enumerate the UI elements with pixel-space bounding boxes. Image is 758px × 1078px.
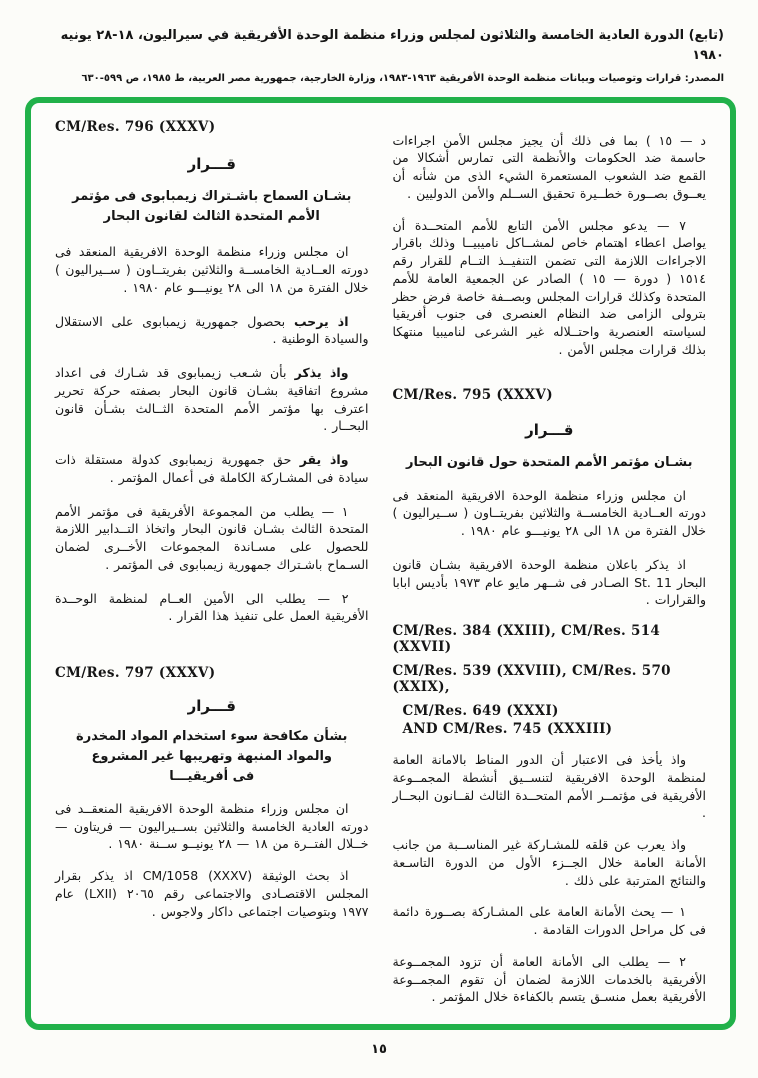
page-number: ١٥	[371, 1042, 387, 1057]
paragraph-opening: ان مجلس وزراء منظمة الوحدة الافريقية المنعقد فى دورته العــادية الخامســة والثلاثين بفريتــاون ( ســيراليون ) خلال الفترة من ١٨ الى ٢٨ يونيـــو عام ١٩٨٠ .	[55, 244, 369, 295]
paragraph-rest: بأن شـعب زيمبابوى قد شـارك فى اعداد مشروع اتفاقية بشـان قانون البحار بصفته حركة تحرير اعترف بها مؤتمر الأمم المتحدة الثــالث بشـأن قانون البحــار .	[55, 365, 369, 434]
right-column	[393, 119, 707, 1014]
reference-resolutions: CM/Res. 649 (XXXI)	[402, 703, 559, 720]
left-column	[55, 119, 369, 1014]
decree-heading: قـــرار	[525, 420, 574, 439]
reference-resolutions: AND CM/Res. 745 (XXXIII)	[402, 721, 613, 738]
resolution-subject: بشـان مؤتمر الأمم المتحدة حول قانون البحار	[405, 454, 693, 470]
reference-resolutions: CM/Res. 539 (XXVIII), CM/Res. 570 (XXIX),	[392, 663, 671, 696]
paragraph-continuation: د — ١٥ ) بما فى ذلك أن يجيز مجلس الأمن اجراءات حاسمة ضد الحكومات والأنظمة التى تمارس أشكالا من القمع ضد الشعوب المستعمرة الشيء الذى من شأنه أن يعــوق بصــورة خطــيرة تحقيق الســلم والأمن الدوليين .	[392, 132, 706, 201]
content-frame	[25, 97, 736, 1030]
header-source-line: المصدر: قرارات وتوصيات وبيانات منظمة الوحدة الأفريقية ١٩٦٣-١٩٨٣، وزارة الخارجية، جمهورية مصر العربية، ط ١٩٨٥، ص ٥٩٩-٦٣٠	[81, 73, 724, 84]
decree-heading: قـــرار	[187, 155, 236, 173]
resolution-number: CM/Res. 797 (XXXV)	[55, 665, 216, 682]
paragraph-welcome	[55, 313, 369, 349]
resolution-subject: الأمم المتحدة الثالث لقانون البحار	[103, 209, 320, 225]
resolution-number: CM/Res. 796 (XXXV)	[55, 119, 216, 135]
paragraph-operative-1: ١ — يحث الأمانة العامة على المشـاركة بصــورة دائمة فى كل مراحل الدورات القادمة .	[392, 904, 706, 938]
paragraph-lead: واذ يذكر	[294, 365, 349, 381]
page-header	[0, 0, 758, 86]
paragraph-lead: اذ يرحب	[293, 313, 349, 329]
paragraph-affirming	[55, 451, 369, 487]
paragraph-opening: ان مجلس وزراء منظمة الوحدة الافريقية المنعقد فى دورته العــادية الخامســة والثلاثين بفريتــاون ( ســيراليون ) خلال الفترة من ١٨ الى ٢٨ يونيـــو عام ١٩٨٠ .	[392, 487, 706, 539]
paragraph-rest: بحصول جمهورية زيمبابوى على الاستقلال والسيادة الوطنية .	[55, 313, 369, 347]
paragraph-lead: واذ يقر	[299, 452, 349, 468]
resolution-subject: والمواد المنبهة وتهريبها غير المشروع	[91, 749, 333, 765]
paragraph-recalling: اذ يذكر باعلان منظمة الوحدة الافريقية بشـان قانون البحار St. 11 الصـادر فى شــهر مايو عام ١٩٧٣ بأديس ابابا والقرارات .	[392, 556, 706, 608]
paragraph-document-ref: اذ بحث الوثيقة CM/1058 (XXXV) اذ يذكر بقرار المجلس الاقتصـادى والاجتماعى رقم ٢٠٦٥ (LXII) عام ١٩٧٧ وبتوصيات اجتماعى داكار ولاجوس .	[55, 868, 369, 919]
paragraph-operative-2: ٢ — يطلب الى الأمين العــام لمنظمة الوحــدة الأفريقية العمل على تنفيذ هذا القرار .	[55, 590, 369, 624]
paragraph-opening: ان مجلس وزراء منظمة الوحدة الافريقية المنعقــد فى دورته العادية الخامسة والثلاثين بســيراليون — فريتاون — خــلال الفتــرة من ١٨ — ٢٨ يونيــو ســنة ١٩٨٠ .	[55, 800, 369, 852]
paragraph-rest: حق جمهورية زيمبابوى كدولة مستقلة ذات سيادة فى المشـاركة الكاملة فى أعمال المؤتمر .	[55, 452, 369, 485]
header-session-title: (تابع) الدورة العادية الخامسة والثلاثون لمجلس وزراء منظمة الوحدة الأفريقية في سيراليون، ١٨-٢٨ يونيه ١٩٨٠	[60, 28, 724, 63]
resolution-subject: بشـان السماح باشـتراك زيمبابوى فى مؤتمر	[72, 189, 352, 204]
paragraph-operative-2: ٢ — يطلب الى الأمانة العامة أن تزود المجمــوعة الأفريقية بالخدمات اللازمة لضمان أن تقوم المجمــوعة الأفريقية بعمل منسـق يتسم بالكفاءة خلال المؤتمر .	[392, 953, 706, 1005]
paragraph-operative-1: ١ — يطلب من المجموعة الأفريقية فى مؤتمر الأمم المتحدة الثالث بشـان قانون البحار واتخاذ التــدابير اللازمة للحصول على مسـاندة المجموعات الأخــرى لضمان السـماح باشـتراك جمهورية زيمبابوى فى المؤتمر .	[55, 503, 369, 572]
paragraph-considering: واذ يأخذ فى الاعتبار أن الدور المناط بالامانة العامة لمنظمة الوحدة الافريقية لتنســيق أنشطة المجمــوعة الأفريقية فى مؤتمــر الأمم المتحــدة الثالث لقــانون البحــار .	[392, 752, 706, 821]
paragraph-concern: واذ يعرب عن قلقه للمشـاركة غير المناســبة من جانب الأمانة العامة خلال الجــزء الأول من الدورة التاسـعة والنتائج المترتبة على ذلك .	[392, 837, 706, 888]
two-column-layout	[55, 119, 706, 1014]
paragraph-operative-7: ٧ — يدعو مجلس الأمن التابع للأمم المتحــدة أن يواصل اعطاء اهتمام خاص لمشــاكل ناميبيــا وذلك باقرار الاجراءات اللازمة التى تضمن التنفيــذ التــام للقرار رقم ١٥١٤ ( دورة — ١٥ ) الصادر عن الجمعية العامة للأمم المتحدة وكذلك قرارات المجلس وبصــفة خاصة فرض حظر بترولى الزامى ضد النظام العنصرى فى جنوب أفريقيا لسياسته العنصرية واحتــلاله غير الشرعى لناميبيا منتهكا بذلك قرارات مجلس الأمن .	[392, 217, 706, 357]
resolution-subject: فى أفريقيـــا	[169, 769, 255, 785]
paragraph-recalling	[55, 364, 369, 435]
resolution-number: CM/Res. 795 (XXXV)	[392, 386, 553, 403]
reference-resolutions: CM/Res. 384 (XXIII), CM/Res. 514 (XXVII)	[392, 623, 661, 656]
decree-heading: قـــرار	[187, 697, 236, 716]
resolution-subject: بشأن مكافحة سوء استخدام المواد المخدرة	[76, 729, 348, 745]
